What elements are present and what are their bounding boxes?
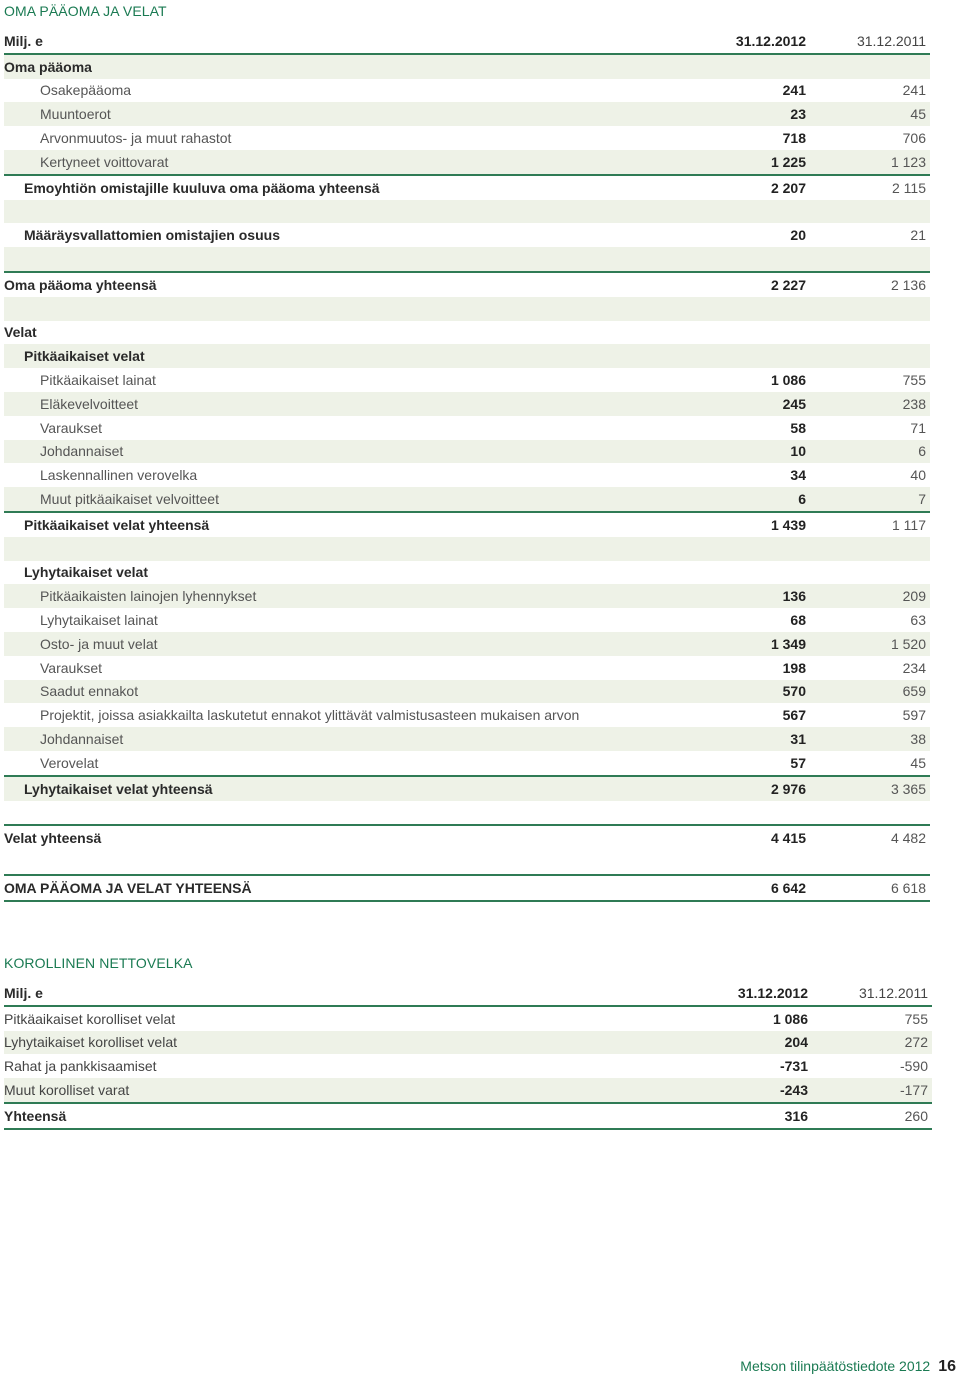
row-label: Pitkäaikaiset korolliset velat — [4, 1010, 176, 1027]
table-row — [4, 561, 930, 585]
row-label: Oma pääoma — [4, 54, 704, 79]
row-value-2011: 21 — [910, 227, 926, 244]
row-label: Rahat ja pankkisaamiset — [4, 1058, 157, 1075]
row-value-2012 — [704, 54, 814, 79]
header-col-2012: 31.12.2012 — [704, 29, 814, 54]
row-value-2011: 272 — [816, 1031, 932, 1055]
row-value-2012: 6 642 — [704, 875, 814, 901]
row-value-2012 — [704, 321, 814, 345]
table-row — [4, 608, 930, 632]
row-value-2011: 1 117 — [814, 512, 930, 537]
table-row — [4, 392, 930, 416]
table-row — [4, 487, 930, 512]
header-unit-label: Milj. e — [4, 981, 704, 1006]
row-value-2012: 718 — [782, 130, 806, 147]
row-value-2012: 31 — [704, 727, 814, 751]
subtotal-row — [4, 512, 930, 537]
table-row — [4, 102, 930, 126]
table-row — [4, 126, 930, 150]
table-row — [4, 54, 930, 79]
row-value-2011: 209 — [814, 584, 930, 608]
balance-title: OMA PÄÄOMA JA VELAT — [4, 3, 167, 19]
row-label: Muut pitkäaikaiset velvoitteet — [4, 487, 704, 512]
row-value-2011 — [814, 344, 930, 368]
row-label: Lyhytaikaiset korolliset velat — [4, 1031, 704, 1055]
row-value-2011: 755 — [904, 1010, 928, 1027]
spacer-row — [4, 297, 930, 321]
row-value-2012: 20 — [790, 227, 806, 244]
row-value-2012: -731 — [779, 1058, 808, 1075]
row-label: Varaukset — [40, 659, 102, 676]
table-row — [4, 1006, 932, 1031]
row-value-2011: 260 — [816, 1103, 932, 1129]
table-row — [4, 79, 930, 103]
header-col-2011: 31.12.2011 — [816, 981, 932, 1006]
row-value-2011: 755 — [902, 372, 926, 389]
row-label: Lyhytaikaiset lainat — [40, 612, 158, 629]
row-value-2011: 241 — [902, 82, 926, 99]
spacer-row — [4, 200, 930, 224]
table-row — [4, 727, 930, 751]
row-value-2011 — [814, 54, 930, 79]
row-label: Laskennallinen verovelka — [40, 467, 198, 484]
row-value-2012: 6 — [704, 487, 814, 512]
row-label: Arvonmuutos- ja muut rahastot — [40, 130, 232, 147]
row-value-2012: 204 — [704, 1031, 816, 1055]
spacer-row — [4, 247, 930, 272]
row-value-2011: 38 — [814, 727, 930, 751]
row-value-2011: 597 — [902, 707, 926, 724]
row-value-2012 — [704, 561, 814, 585]
row-value-2011 — [814, 561, 930, 585]
row-value-2012: 1 086 — [770, 372, 806, 389]
row-value-2011: -590 — [899, 1058, 928, 1075]
page-footer — [740, 1358, 956, 1376]
row-label: Osto- ja muut velat — [4, 632, 704, 656]
balance-sheet-table — [4, 29, 930, 902]
row-value-2011: 7 — [814, 487, 930, 512]
netdebt-title: KOROLLINEN NETTOVELKA — [4, 955, 193, 971]
row-value-2011: 706 — [902, 130, 926, 147]
table-row — [4, 150, 930, 175]
netdebt-header-row — [4, 981, 932, 1006]
row-value-2012: 10 — [704, 440, 814, 464]
row-value-2012: 68 — [790, 612, 806, 629]
row-value-2012: 57 — [790, 754, 806, 771]
row-label: Projektit, joissa asiakkailta laskutetut ennakot ylittävät valmistusasteen mukaisen arvon — [40, 707, 580, 724]
row-value-2011: 2 115 — [814, 175, 930, 200]
row-value-2012: 23 — [704, 102, 814, 126]
row-label: Pitkäaikaiset velat — [4, 344, 704, 368]
row-label: Oma pääoma yhteensä — [4, 272, 704, 297]
row-value-2012: 136 — [704, 584, 814, 608]
table-row — [4, 680, 930, 704]
table-row — [4, 751, 930, 776]
row-value-2011: 238 — [814, 392, 930, 416]
table-row — [4, 632, 930, 656]
row-label: Eläkevelvoitteet — [4, 392, 704, 416]
row-value-2012: 570 — [704, 680, 814, 704]
total-row — [4, 272, 930, 297]
row-value-2012: 198 — [782, 659, 806, 676]
row-value-2012: 1 349 — [704, 632, 814, 656]
table-row — [4, 368, 930, 392]
grand-total-row — [4, 875, 930, 901]
row-label: Varaukset — [40, 419, 102, 436]
spacer-row — [4, 850, 930, 875]
row-label: Lyhytaikaiset velat yhteensä — [4, 776, 704, 801]
row-value-2011 — [814, 321, 930, 345]
balance-header-row — [4, 29, 930, 54]
row-value-2011: 659 — [814, 680, 930, 704]
table-row — [4, 656, 930, 680]
row-value-2011: 1 123 — [814, 150, 930, 175]
footer-document-title: Metson tilinpäätöstiedote 2012 — [740, 1358, 931, 1374]
row-value-2011: 234 — [902, 659, 926, 676]
row-label: Osakepääoma — [40, 82, 132, 99]
net-debt-table — [4, 981, 932, 1130]
row-value-2011: 40 — [910, 467, 926, 484]
total-row — [4, 825, 930, 850]
table-row — [4, 440, 930, 464]
row-value-2012: 241 — [782, 82, 806, 99]
row-value-2011: 6 618 — [814, 875, 930, 901]
row-value-2012: 1 086 — [772, 1010, 808, 1027]
row-label: Kertyneet voittovarat — [4, 150, 704, 175]
table-row — [4, 1031, 932, 1055]
table-row — [4, 344, 930, 368]
row-value-2011: 4 482 — [814, 825, 930, 850]
table-row — [4, 463, 930, 487]
table-row — [4, 416, 930, 440]
row-value-2011: -177 — [816, 1078, 932, 1103]
row-value-2011: 6 — [814, 440, 930, 464]
table-row — [4, 223, 930, 247]
row-label: Saadut ennakot — [4, 680, 704, 704]
row-value-2012: 245 — [704, 392, 814, 416]
page-number: 16 — [938, 1358, 956, 1375]
row-label: Lyhytaikaiset velat — [24, 564, 148, 581]
row-value-2011: 71 — [910, 419, 926, 436]
row-value-2012: 567 — [782, 707, 806, 724]
row-value-2012: 58 — [790, 419, 806, 436]
spacer-row — [4, 537, 930, 561]
row-value-2011: 3 365 — [814, 776, 930, 801]
row-label: Emoyhtiön omistajille kuuluva oma pääoma yhteensä — [4, 175, 704, 200]
row-label: Muuntoerot — [4, 102, 704, 126]
row-value-2012: 1 439 — [704, 512, 814, 537]
header-col-2012: 31.12.2012 — [704, 981, 816, 1006]
table-row — [4, 321, 930, 345]
spacer-row — [4, 801, 930, 826]
row-label: Velat — [4, 324, 37, 341]
table-row — [4, 703, 930, 727]
row-label: Velat yhteensä — [4, 825, 704, 850]
header-col-2011: 31.12.2011 — [814, 29, 930, 54]
row-value-2011: 45 — [814, 102, 930, 126]
subtotal-row — [4, 776, 930, 801]
row-value-2012: 4 415 — [704, 825, 814, 850]
row-label: Verovelat — [40, 754, 99, 771]
row-value-2012 — [704, 344, 814, 368]
row-value-2011: 45 — [910, 754, 926, 771]
row-label: Yhteensä — [4, 1103, 704, 1129]
row-value-2011: 1 520 — [814, 632, 930, 656]
row-value-2012: 2 227 — [704, 272, 814, 297]
row-label: OMA PÄÄOMA JA VELAT YHTEENSÄ — [4, 875, 704, 901]
row-value-2012: 2 976 — [704, 776, 814, 801]
row-label: Johdannaiset — [4, 727, 704, 751]
row-value-2012: 1 225 — [704, 150, 814, 175]
row-value-2012: 2 207 — [704, 175, 814, 200]
row-value-2011: 2 136 — [814, 272, 930, 297]
table-row — [4, 1054, 932, 1078]
row-label: Muut korolliset varat — [4, 1078, 704, 1103]
row-label: Määräysvallattomien omistajien osuus — [24, 227, 280, 244]
total-row — [4, 1103, 932, 1129]
table-row — [4, 1078, 932, 1103]
table-row — [4, 584, 930, 608]
row-value-2011: 63 — [910, 612, 926, 629]
row-value-2012: -243 — [704, 1078, 816, 1103]
row-label: Pitkäaikaisten lainojen lyhennykset — [4, 584, 704, 608]
row-label: Pitkäaikaiset velat yhteensä — [4, 512, 704, 537]
row-value-2012: 34 — [790, 467, 806, 484]
row-label: Pitkäaikaiset lainat — [40, 372, 156, 389]
row-value-2012: 316 — [704, 1103, 816, 1129]
row-label: Johdannaiset — [4, 440, 704, 464]
header-unit-label: Milj. e — [4, 29, 704, 54]
subtotal-row — [4, 175, 930, 200]
